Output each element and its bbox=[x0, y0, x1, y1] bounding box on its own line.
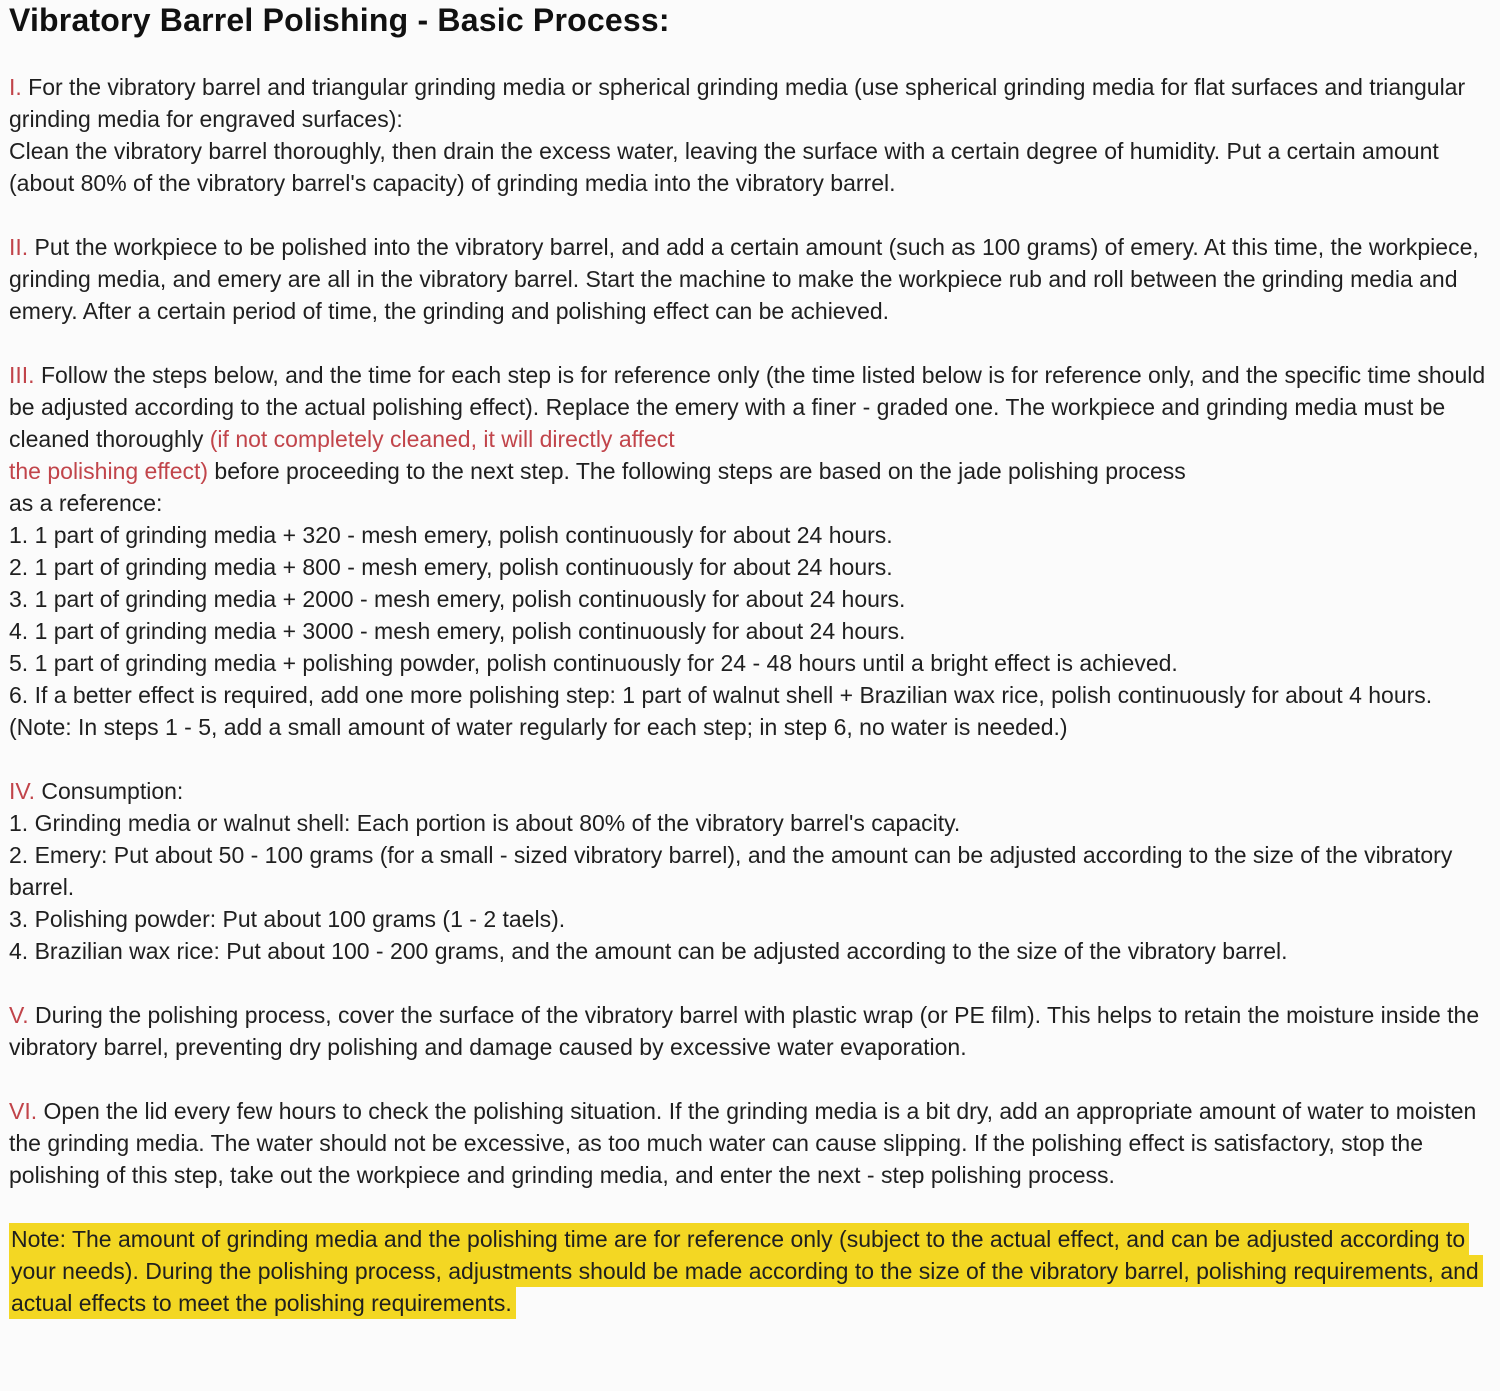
red-text: (if not completely cleaned, it will directly affect bbox=[209, 426, 675, 452]
text-run: 4. 1 part of grinding media + 3000 - mesh emery, polish continuously for about 24 hours. bbox=[9, 618, 906, 644]
red-text: the polishing effect) bbox=[9, 458, 209, 484]
step-3 bbox=[9, 583, 1491, 615]
consumption-1 bbox=[9, 807, 1491, 839]
text-run: 3. 1 part of grinding media + 2000 - mesh emery, polish continuously for about 24 hours. bbox=[9, 586, 906, 612]
red-text: III. bbox=[9, 362, 35, 388]
text-run: 4. Brazilian wax rice: Put about 100 - 200 grams, and the amount can be adjusted according to the size of the vibratory barrel. bbox=[9, 938, 1288, 964]
section-6 bbox=[9, 1095, 1491, 1191]
text-run: Follow the steps below, and the time for each step is for reference only (the time listed below is for reference only, and the specific time should be adjusted according to the actual polishing effect). Replace the emery with a finer - graded one. The workpiece and grinding media must be cleaned thoroughly bbox=[9, 362, 1486, 452]
consumption-3 bbox=[9, 903, 1491, 935]
document-body bbox=[9, 71, 1491, 1319]
text-run: Open the lid every few hours to check the polishing situation. If the grinding media is a bit dry, add an appropriate amount of water to moisten the grinding media. The water should not be excessive, as too much water can cause slipping. If the polishing effect is satisfactory, stop the polishing of this step, take out the workpiece and grinding media, and enter the next - step polishing process. bbox=[9, 1098, 1477, 1188]
text-run: During the polishing process, cover the surface of the vibratory barrel with plastic wrap (or PE film). This helps to retain the moisture inside the vibratory barrel, preventing dry polishing and damage caused by excessive water evaporation. bbox=[9, 1002, 1480, 1060]
red-text: I. bbox=[9, 74, 22, 100]
text-run: Put the workpiece to be polished into the vibratory barrel, and add a certain amount (such as 100 grams) of emery. At this time, the workpiece, grinding media, and emery are all in the vibratory barrel. Start the machine to make the workpiece rub and roll between the grinding media and emery. After a certain period of time, the grinding and polishing effect can be achieved. bbox=[9, 234, 1479, 324]
text-run: 5. 1 part of grinding media + polishing powder, polish continuously for 24 - 48 hours until a bright effect is achieved. bbox=[9, 650, 1178, 676]
note-highlight bbox=[9, 1223, 1491, 1319]
page-title: Vibratory Barrel Polishing - Basic Process: bbox=[9, 2, 670, 38]
red-text: II. bbox=[9, 234, 29, 260]
step-2 bbox=[9, 551, 1491, 583]
text-run: 2. 1 part of grinding media + 800 - mesh emery, polish continuously for about 24 hours. bbox=[9, 554, 893, 580]
red-text: VI. bbox=[9, 1098, 38, 1124]
text-run: For the vibratory barrel and triangular grinding media or spherical grinding media (use spherical grinding media for flat surfaces and triangular grinding media for engraved surfaces): bbox=[9, 74, 1466, 132]
section-1-body bbox=[9, 135, 1491, 199]
section-2 bbox=[9, 231, 1491, 327]
red-text: IV. bbox=[9, 778, 36, 804]
text-run: 1. 1 part of grinding media + 320 - mesh emery, polish continuously for about 24 hours. bbox=[9, 522, 893, 548]
section-3 bbox=[9, 359, 1491, 519]
text-run: 6. If a better effect is required, add one more polishing step: 1 part of walnut shell + Brazilian wax rice, polish continuously for about 4 hours. (Note: In steps 1 - 5, add a small amount of water regularly for each step; in step 6, no water is needed.) bbox=[9, 682, 1433, 740]
step-1 bbox=[9, 519, 1491, 551]
text-run: 3. Polishing powder: Put about 100 grams (1 - 2 taels). bbox=[9, 906, 566, 932]
section-5 bbox=[9, 999, 1491, 1063]
consumption-2 bbox=[9, 839, 1491, 903]
consumption-4 bbox=[9, 935, 1491, 967]
red-text: V. bbox=[9, 1002, 29, 1028]
highlighted-text: Note: The amount of grinding media and the polishing time are for reference only (subject to the actual effect, and can be adjusted according to your needs). During the polishing process, adjustments should be made according to the size of the vibratory barrel, polishing requirements, and actual effects to meet the polishing requirements. bbox=[9, 1223, 1483, 1319]
step-4 bbox=[9, 615, 1491, 647]
section-1-intro bbox=[9, 71, 1491, 135]
section-4-heading bbox=[9, 775, 1491, 807]
text-run: 2. Emery: Put about 50 - 100 grams (for a small - sized vibratory barrel), and the amount can be adjusted according to the size of the vibratory barrel. bbox=[9, 842, 1453, 900]
step-5 bbox=[9, 647, 1491, 679]
text-run: Consumption: bbox=[35, 778, 184, 804]
text-run: Clean the vibratory barrel thoroughly, then drain the excess water, leaving the surface with a certain degree of humidity. Put a certain amount (about 80% of the vibratory barrel's capacity) of grinding media into the vibratory barrel. bbox=[9, 138, 1439, 196]
step-6 bbox=[9, 679, 1491, 743]
text-run: before proceeding to the next step. The following steps are based on the jade polishing process bbox=[208, 458, 1186, 484]
text-run: 1. Grinding media or walnut shell: Each portion is about 80% of the vibratory barrel's capacity. bbox=[9, 810, 961, 836]
text-run: as a reference: bbox=[9, 490, 163, 516]
